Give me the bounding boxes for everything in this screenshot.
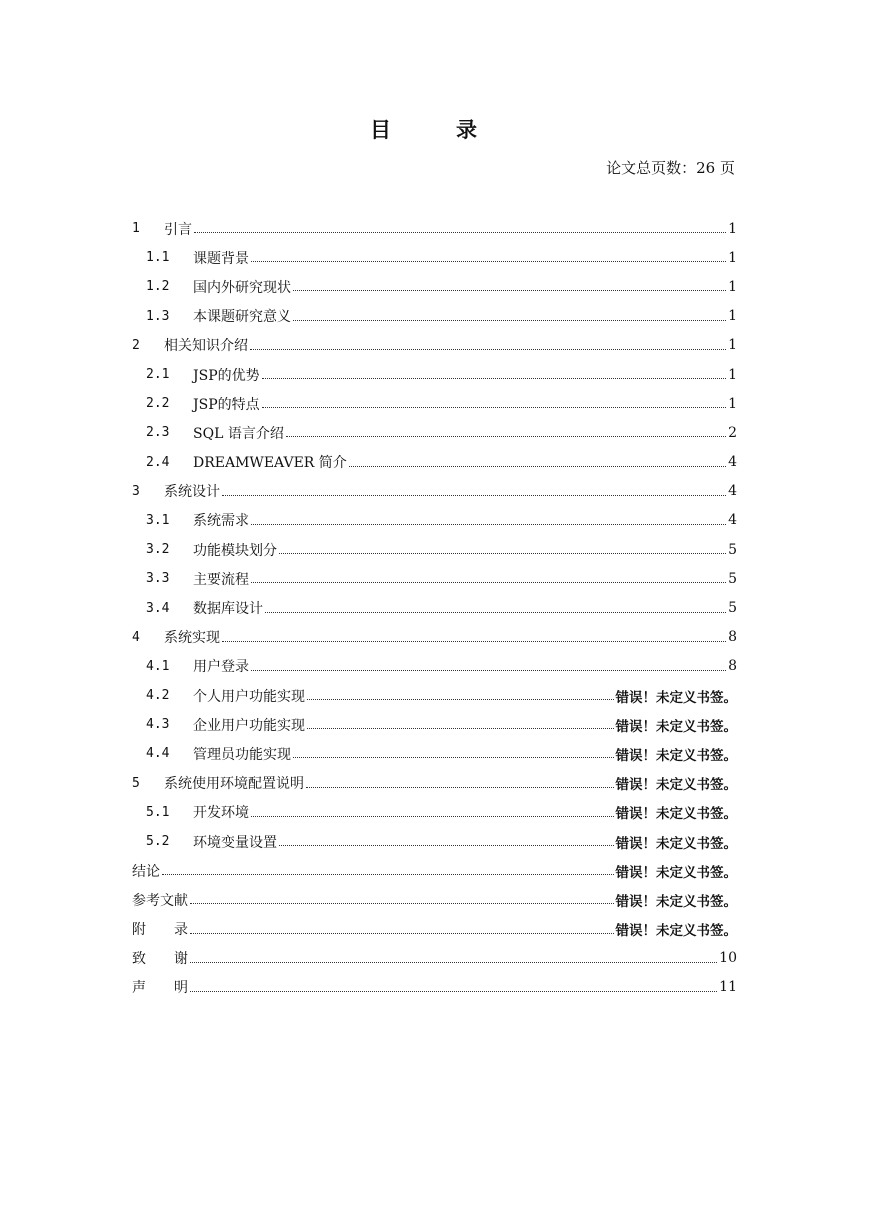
toc-entry-label: 本课题研究意义 bbox=[193, 309, 291, 326]
toc-entry-label: 相关知识介绍 bbox=[164, 338, 248, 355]
dot-leader bbox=[251, 524, 726, 525]
toc-title: 目 录 bbox=[370, 117, 499, 142]
toc-entry-number: 4.1 bbox=[146, 658, 170, 674]
toc-entry-page: 5 bbox=[728, 541, 737, 558]
dot-leader bbox=[162, 874, 614, 875]
toc-entry[interactable] bbox=[132, 564, 737, 593]
toc-entry[interactable] bbox=[132, 593, 737, 622]
toc-entry-page: 1 bbox=[728, 220, 737, 237]
toc-entry-number: 1.1 bbox=[146, 250, 170, 266]
dot-leader bbox=[251, 816, 614, 817]
toc-entry[interactable] bbox=[132, 739, 737, 768]
toc-entry-page: 1 bbox=[728, 308, 737, 325]
toc-entry-page: 1 bbox=[728, 278, 737, 295]
toc-entry-number: 4 bbox=[132, 629, 140, 645]
dot-leader bbox=[194, 232, 726, 233]
dot-leader bbox=[286, 436, 726, 437]
toc-entry-number: 4.3 bbox=[146, 717, 170, 733]
toc-entry[interactable] bbox=[132, 710, 737, 739]
toc-entry-number: 1 bbox=[132, 221, 140, 237]
toc-entry[interactable] bbox=[132, 535, 737, 564]
toc-entry-number: 1.2 bbox=[146, 279, 170, 295]
toc-entry-page: 1 bbox=[728, 249, 737, 266]
toc-entry-label: 主要流程 bbox=[193, 571, 249, 588]
dot-leader bbox=[293, 320, 726, 321]
toc-entry-page: 8 bbox=[728, 629, 737, 646]
toc-entry-number: 4.4 bbox=[146, 746, 170, 762]
toc-entry-number: 3.4 bbox=[146, 600, 170, 616]
toc-entry-label: 参考文献 bbox=[132, 892, 188, 909]
dot-leader bbox=[279, 845, 614, 846]
toc-entry-label: SQL 语言介绍 bbox=[193, 425, 284, 442]
toc-entry[interactable] bbox=[132, 477, 737, 506]
toc-entry-number: 5.2 bbox=[146, 834, 170, 850]
toc-entry-label: JSP的优势 bbox=[193, 367, 260, 384]
toc-entry-error: 错误！未定义书签。 bbox=[615, 864, 737, 881]
total-pages: 论文总页数：26 页 bbox=[606, 159, 735, 177]
toc-entry-label: 企业用户功能实现 bbox=[193, 717, 305, 734]
toc-entry-number: 5 bbox=[132, 775, 140, 791]
toc-entry-label: 环境变量设置 bbox=[193, 834, 277, 851]
toc-entry-page: 8 bbox=[728, 658, 737, 675]
toc-entry-label: 课题背景 bbox=[193, 250, 249, 267]
toc-entry-page: 5 bbox=[728, 570, 737, 587]
toc-entry[interactable] bbox=[132, 331, 737, 360]
toc-entry-page: 4 bbox=[728, 512, 737, 529]
toc-entry-number: 3.1 bbox=[146, 512, 170, 528]
toc-entry[interactable] bbox=[132, 652, 737, 681]
toc-entry-number: 4.2 bbox=[146, 688, 170, 704]
dot-leader bbox=[250, 349, 726, 350]
toc-entry-page: 1 bbox=[728, 395, 737, 412]
toc-entry-number: 2.2 bbox=[146, 396, 170, 412]
toc-entry-error: 错误！未定义书签。 bbox=[615, 689, 737, 706]
dot-leader bbox=[265, 612, 726, 613]
toc-entry-number: 2 bbox=[132, 337, 140, 353]
toc-entry-error: 错误！未定义书签。 bbox=[615, 718, 737, 735]
toc-entry-number: 1.3 bbox=[146, 308, 170, 324]
dot-leader bbox=[293, 290, 726, 291]
toc-entry-label: 管理员功能实现 bbox=[193, 746, 291, 763]
toc-entry-page: 5 bbox=[728, 600, 737, 617]
toc-entry[interactable] bbox=[132, 885, 737, 914]
toc-entry-label: 系统需求 bbox=[193, 513, 249, 530]
toc-entry-number: 2.4 bbox=[146, 454, 170, 470]
toc-entry-label: 用户登录 bbox=[193, 659, 249, 676]
toc-entry[interactable] bbox=[132, 769, 737, 798]
toc-entry-label: 系统实现 bbox=[164, 630, 220, 647]
dot-leader bbox=[307, 699, 614, 700]
toc-entry[interactable] bbox=[132, 214, 737, 243]
toc-entry[interactable] bbox=[132, 681, 737, 710]
toc-entry-number: 5.1 bbox=[146, 804, 170, 820]
toc-entry-label: JSP的特点 bbox=[193, 396, 260, 413]
toc-entry-label: DREAMWEAVER 简介 bbox=[193, 455, 347, 472]
dot-leader bbox=[222, 641, 726, 642]
toc-entry-number: 3 bbox=[132, 483, 140, 499]
dot-leader bbox=[251, 670, 726, 671]
toc-entry-error: 错误！未定义书签。 bbox=[615, 835, 737, 852]
toc-entry-number: 3.3 bbox=[146, 571, 170, 587]
toc-entry-page: 11 bbox=[719, 979, 737, 996]
toc-entry-page: 10 bbox=[719, 950, 737, 967]
toc-entry-label: 声 明 bbox=[132, 980, 188, 997]
toc-entry-page: 1 bbox=[728, 366, 737, 383]
toc-entry[interactable] bbox=[132, 944, 737, 973]
table-of-contents bbox=[132, 214, 737, 1002]
dot-leader bbox=[222, 495, 726, 496]
dot-leader bbox=[190, 933, 614, 934]
dot-leader bbox=[190, 962, 717, 963]
toc-entry-label: 开发环境 bbox=[193, 805, 249, 822]
toc-entry-page: 4 bbox=[728, 454, 737, 471]
dot-leader bbox=[251, 261, 726, 262]
toc-entry-error: 错误！未定义书签。 bbox=[615, 747, 737, 764]
dot-leader bbox=[279, 553, 726, 554]
toc-entry-label: 国内外研究现状 bbox=[193, 279, 291, 296]
toc-entry[interactable] bbox=[132, 389, 737, 418]
toc-entry[interactable] bbox=[132, 272, 737, 301]
dot-leader bbox=[307, 728, 614, 729]
toc-entry[interactable] bbox=[132, 418, 737, 447]
toc-entry-page: 1 bbox=[728, 337, 737, 354]
toc-entry-error: 错误！未定义书签。 bbox=[615, 893, 737, 910]
dot-leader bbox=[251, 582, 726, 583]
toc-entry-label: 系统设计 bbox=[164, 484, 220, 501]
toc-entry[interactable] bbox=[132, 827, 737, 856]
dot-leader bbox=[262, 378, 726, 379]
toc-entry[interactable] bbox=[132, 973, 737, 1002]
toc-entry-label: 附 录 bbox=[132, 922, 188, 939]
toc-entry-label: 结论 bbox=[132, 863, 160, 880]
toc-entry-label: 致 谢 bbox=[132, 951, 188, 968]
dot-leader bbox=[293, 757, 614, 758]
toc-entry-number: 2.1 bbox=[146, 367, 170, 383]
dot-leader bbox=[190, 991, 717, 992]
toc-entry[interactable] bbox=[132, 506, 737, 535]
toc-entry-page: 4 bbox=[728, 483, 737, 500]
toc-entry[interactable] bbox=[132, 448, 737, 477]
toc-entry-label: 数据库设计 bbox=[193, 601, 263, 618]
toc-entry[interactable] bbox=[132, 798, 737, 827]
dot-leader bbox=[190, 903, 614, 904]
toc-entry-error: 错误！未定义书签。 bbox=[615, 777, 737, 794]
dot-leader bbox=[262, 407, 726, 408]
toc-entry-error: 错误！未定义书签。 bbox=[615, 806, 737, 823]
toc-entry[interactable] bbox=[132, 360, 737, 389]
toc-entry[interactable] bbox=[132, 243, 737, 272]
toc-entry[interactable] bbox=[132, 915, 737, 944]
toc-entry-error: 错误！未定义书签。 bbox=[615, 923, 737, 940]
toc-entry[interactable] bbox=[132, 856, 737, 885]
toc-entry[interactable] bbox=[132, 302, 737, 331]
toc-entry[interactable] bbox=[132, 623, 737, 652]
toc-entry-number: 2.3 bbox=[146, 425, 170, 441]
dot-leader bbox=[349, 466, 726, 467]
toc-entry-label: 引言 bbox=[164, 221, 192, 238]
toc-entry-label: 系统使用环境配置说明 bbox=[164, 776, 304, 793]
dot-leader bbox=[306, 787, 614, 788]
toc-entry-page: 2 bbox=[728, 424, 737, 441]
toc-entry-number: 3.2 bbox=[146, 542, 170, 558]
toc-entry-label: 功能模块划分 bbox=[193, 542, 277, 559]
toc-entry-label: 个人用户功能实现 bbox=[193, 688, 305, 705]
